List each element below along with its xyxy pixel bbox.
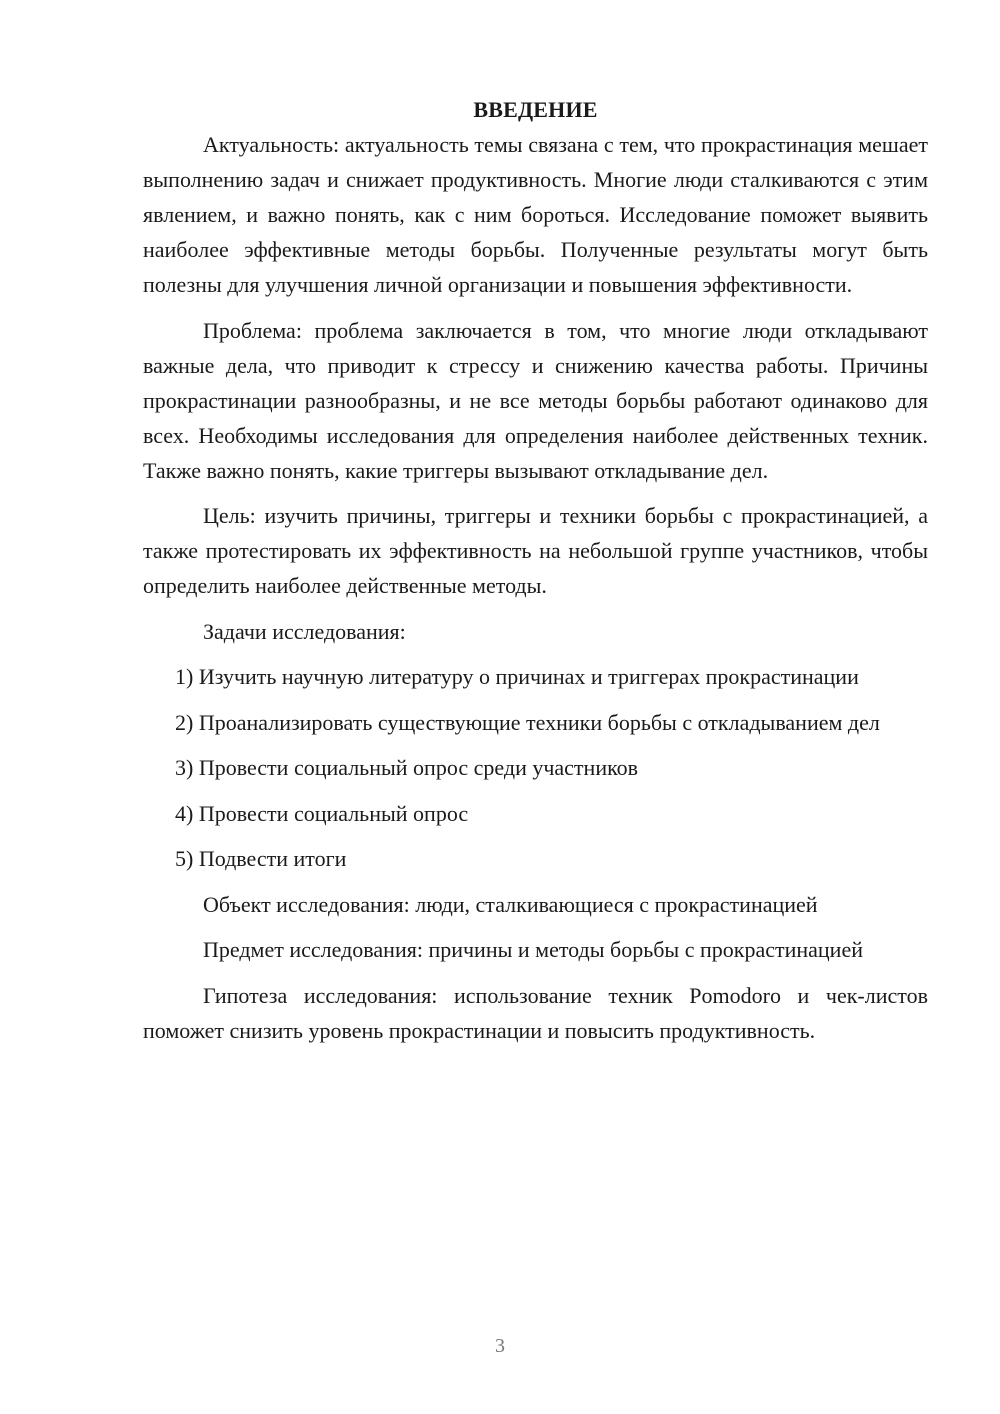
tasks-heading: Задачи исследования: bbox=[203, 618, 406, 644]
goal-paragraph: Цель: изучить причины, триггеры и техники борьбы с прокрастинацией, а также протестировать их эффективность на небольшой группе участников, чтобы определить наиболее действенные методы. bbox=[143, 503, 928, 598]
document-body bbox=[143, 92, 928, 1048]
task-item-3: 3) Провести социальный опрос среди участников bbox=[175, 755, 639, 780]
task-item-1: 1) Изучить научную литературу о причинах и триггерах прокрастинации bbox=[175, 664, 859, 689]
problem-paragraph: Проблема: проблема заключается в том, что многие люди откладывают важные дела, что приводит к стрессу и снижению качества работы. Причины прокрастинации разнообразны, и не все методы борьбы работают одинаково для всех. Необходимы исследования для определения наиболее действенных техник. Также важно понять, какие триггеры вызывают откладывание дел. bbox=[143, 317, 928, 483]
task-item-2: 2) Проанализировать существующие техники борьбы с откладыванием дел bbox=[175, 709, 880, 735]
hypothesis-paragraph: Гипотеза исследования: использование техник Pomodoro и чек-листов поможет снизить уровень прокрастинации и повысить продуктивность. bbox=[143, 982, 928, 1043]
relevance-paragraph: Актуальность: актуальность темы связана с тем, что прокрастинация мешает выполнению задач и снижает продуктивность. Многие люди сталкиваются с этим явлением, и важно понять, как с ним бороться. Исследование поможет выявить наиболее эффективные методы борьбы. Полученные результаты могут быть полезны для улучшения личной организации и повышения эффективности. bbox=[143, 132, 928, 297]
section-title: ВВЕДЕНИЕ bbox=[473, 97, 598, 122]
page-number: 3 bbox=[495, 1335, 505, 1357]
research-subject-paragraph: Предмет исследования: причины и методы борьбы с прокрастинацией bbox=[203, 937, 863, 962]
task-item-4: 4) Провести социальный опрос bbox=[175, 800, 469, 826]
research-object-paragraph: Объект исследования: люди, сталкивающиеся с прокрастинацией bbox=[203, 891, 818, 917]
task-item-5: 5) Подвести итоги bbox=[175, 846, 347, 871]
